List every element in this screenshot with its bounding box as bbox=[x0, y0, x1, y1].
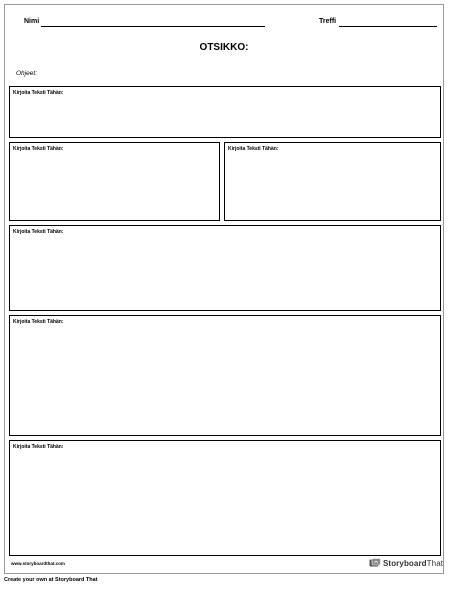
storyboardthat-brand[interactable] bbox=[369, 557, 443, 569]
text-box-6[interactable] bbox=[9, 440, 441, 556]
text-box-label: Kirjoita Teksti Tähän: bbox=[228, 146, 279, 152]
footer-url[interactable]: www.storyboardthat.com bbox=[11, 561, 65, 566]
create-your-own-link[interactable]: Create your own at Storyboard That bbox=[4, 577, 98, 583]
date-line[interactable] bbox=[339, 26, 437, 27]
text-box-2[interactable] bbox=[9, 142, 220, 221]
page-title: OTSIKKO: bbox=[199, 42, 249, 53]
text-box-4[interactable] bbox=[9, 225, 441, 311]
text-box-label: Kirjoita Teksti Tähän: bbox=[13, 90, 64, 96]
text-box-label: Kirjoita Teksti Tähän: bbox=[13, 319, 64, 325]
name-line[interactable] bbox=[41, 26, 265, 27]
worksheet bbox=[4, 4, 444, 574]
text-box-3[interactable] bbox=[224, 142, 441, 221]
text-box-label: Kirjoita Teksti Tähän: bbox=[13, 444, 64, 450]
date-label: Treffi bbox=[319, 18, 337, 25]
text-box-label: Kirjoita Teksti Tähän: bbox=[13, 229, 64, 235]
storyboard-logo-icon bbox=[369, 558, 381, 568]
text-box-1[interactable] bbox=[9, 86, 441, 138]
instructions-label: Ohjeet: bbox=[16, 70, 37, 77]
text-box-5[interactable] bbox=[9, 315, 441, 436]
name-label: Nimi bbox=[24, 18, 40, 25]
brand-name: StoryboardThat bbox=[383, 558, 444, 568]
text-box-label: Kirjoita Teksti Tähän: bbox=[13, 146, 64, 152]
